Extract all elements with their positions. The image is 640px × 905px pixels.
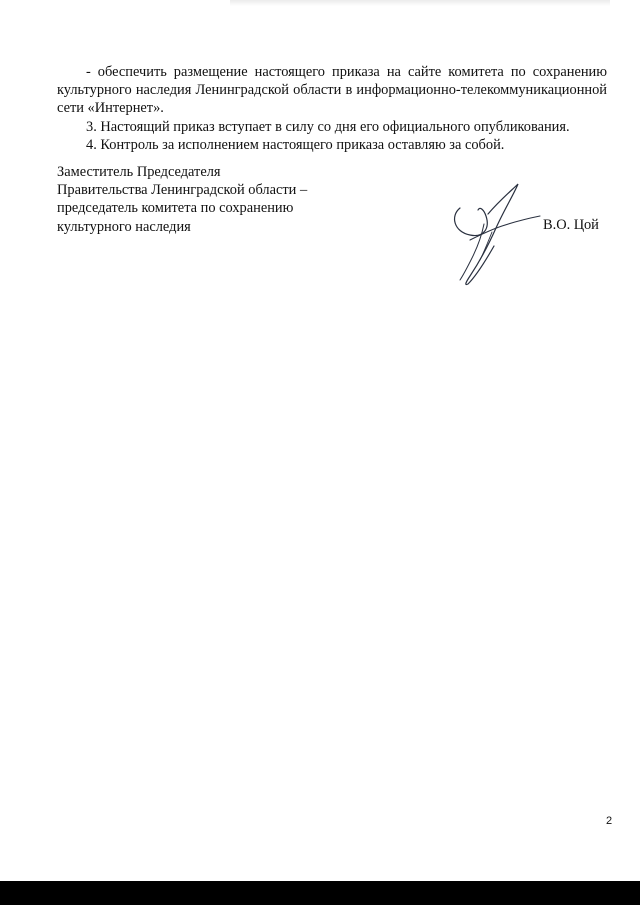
paragraph-effective-date: 3. Настоящий приказ вступает в силу со дня его официального опубликования. bbox=[86, 118, 570, 135]
document-body bbox=[57, 63, 607, 154]
signatory-title-line: председатель комитета по сохранению bbox=[57, 200, 294, 217]
page-number: 2 bbox=[606, 815, 613, 827]
signatory-title-line: Правительства Ленинградской области – bbox=[57, 182, 308, 199]
signatory-name: В.О. Цой bbox=[543, 217, 599, 233]
handwritten-signature bbox=[440, 180, 544, 290]
paragraph-control: 4. Контроль за исполнением настоящего приказа оставляю за собой. bbox=[86, 136, 505, 153]
signatory-title bbox=[57, 163, 377, 236]
paragraph-publication: - обеспечить размещение настоящего приказа на сайте комитета по сохранению культурного наследия Ленинградской области в информационно-телекоммуникационной сети «Интернет». bbox=[57, 64, 607, 117]
signatory-title-line: Заместитель Председателя bbox=[57, 164, 221, 180]
scan-bottom-bar bbox=[0, 881, 640, 905]
scan-edge-shadow bbox=[230, 0, 610, 6]
signatory-title-line: культурного наследия bbox=[57, 218, 191, 235]
